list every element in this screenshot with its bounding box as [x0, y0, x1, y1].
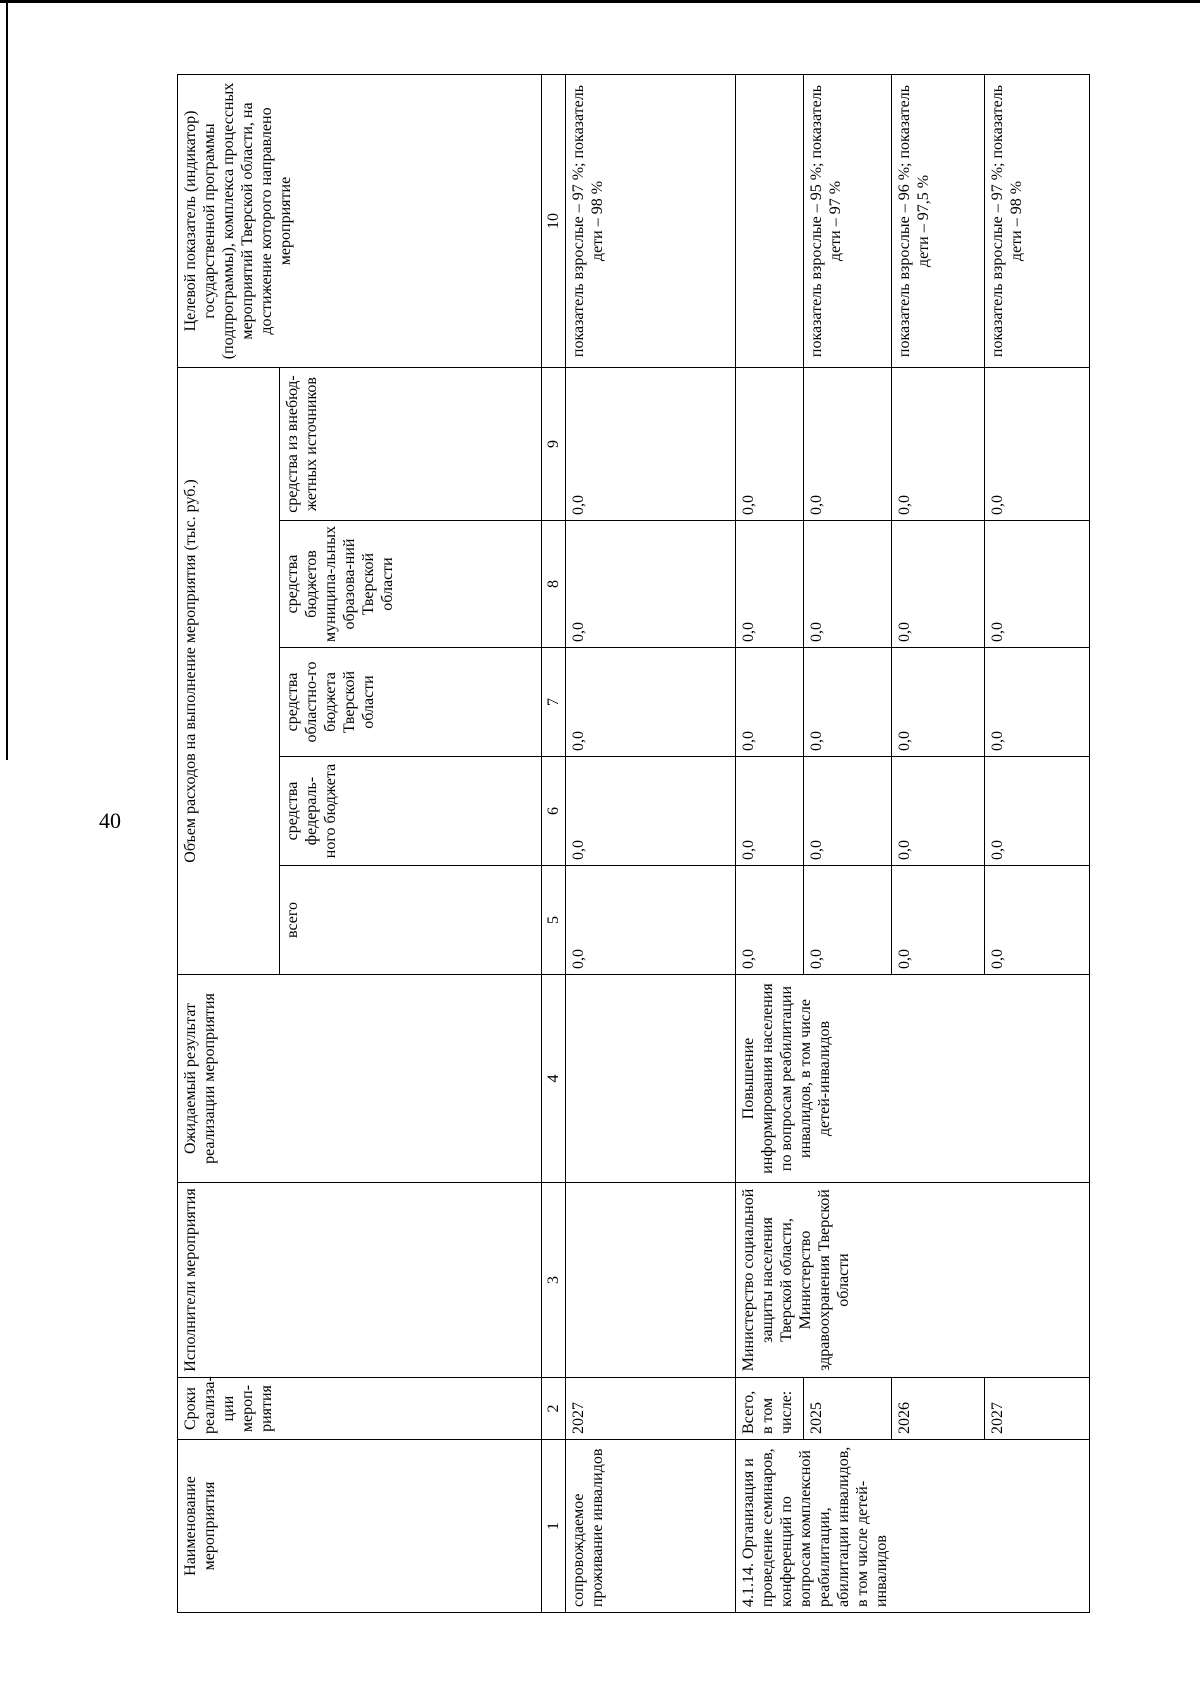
measure-2027-municipal: 0,0: [985, 521, 1090, 648]
measure-total-extrabudget: 0,0: [736, 368, 804, 521]
measure-total-municipal: 0,0: [736, 521, 804, 648]
measure-total-regional: 0,0: [736, 648, 804, 757]
rotated-table-wrapper: [177, 75, 1091, 1613]
measure-2027-federal: 0,0: [985, 757, 1090, 866]
column-number: 2: [542, 1378, 566, 1440]
measure-2025-total: 0,0: [804, 866, 892, 975]
measure-2026-federal: 0,0: [892, 757, 985, 866]
column-number: 9: [542, 368, 566, 521]
header-municipal: средства бюджетов муниципа-льных образова-ний Тверской области: [280, 521, 542, 648]
top-scan-edge: [0, 0, 1200, 3]
measure-2026-target: показатель взрослые – 96 %; показатель дети – 97,5 %: [892, 75, 985, 368]
measure-period-2027: 2027: [985, 1378, 1090, 1440]
carry-target: показатель взрослые – 97 %; показатель дети – 98 %: [566, 75, 736, 368]
carry-total: 0,0: [566, 866, 736, 975]
measures-table: [177, 74, 1090, 1613]
carry-year: 2027: [566, 1378, 736, 1440]
header-expected-result: Ожидаемый результат реализации мероприятия: [178, 975, 542, 1183]
header-target: Целевой показатель (индикатор) государственной программы (подпрограммы), комплекса процессных мероприятий Тверской области, на достижение которого направлено мероприятие: [178, 75, 542, 368]
carry-name: сопровождаемое проживание инвалидов: [566, 1440, 736, 1613]
column-number: 5: [542, 866, 566, 975]
carry-executors: [566, 1183, 736, 1378]
measure-row-2026: [892, 75, 985, 1613]
header-expenses-group: Объем расходов на выполнение мероприятия (тыс. руб.): [178, 368, 280, 975]
column-numbers-row: [542, 75, 566, 1613]
column-number: 8: [542, 521, 566, 648]
column-number: 3: [542, 1183, 566, 1378]
measure-2027-target: показатель взрослые – 97 %; показатель дети – 98 %: [985, 75, 1090, 368]
measure-executors: Министерство социальной защиты населения Тверской области, Министерство здравоохранения Тверской области: [736, 1183, 1090, 1378]
measure-2025-extrabudget: 0,0: [804, 368, 892, 521]
carry-extrabudget: 0,0: [566, 368, 736, 521]
measure-period-2025: 2025: [804, 1378, 892, 1440]
measure-row-2027: [985, 75, 1090, 1613]
column-number: 7: [542, 648, 566, 757]
carry-row: [566, 75, 736, 1613]
measure-2026-total: 0,0: [892, 866, 985, 975]
column-number: 4: [542, 975, 566, 1183]
header-executors: Исполнители мероприятия: [178, 1183, 542, 1378]
carry-regional: 0,0: [566, 648, 736, 757]
page-number: 40: [99, 808, 121, 833]
measure-total-target: [736, 75, 804, 368]
measure-row-total: [736, 75, 804, 1613]
column-number: 1: [542, 1440, 566, 1613]
measure-total-federal: 0,0: [736, 757, 804, 866]
measure-total-total: 0,0: [736, 866, 804, 975]
measure-period-2026: 2026: [892, 1378, 985, 1440]
measure-2025-federal: 0,0: [804, 757, 892, 866]
carry-municipal: 0,0: [566, 521, 736, 648]
carry-federal: 0,0: [566, 757, 736, 866]
left-scan-edge: [6, 0, 8, 760]
measure-2026-municipal: 0,0: [892, 521, 985, 648]
column-number: 6: [542, 757, 566, 866]
measure-2027-extrabudget: 0,0: [985, 368, 1090, 521]
header-row-1: [178, 75, 280, 1613]
measure-2026-extrabudget: 0,0: [892, 368, 985, 521]
measure-name: 4.1.14. Организация и проведение семинаров, конференций по вопросам комплексной реабилитации, абилитации инвалидов, в том числе детей-инвалидов: [736, 1440, 1090, 1613]
measure-2025-regional: 0,0: [804, 648, 892, 757]
measure-2027-total: 0,0: [985, 866, 1090, 975]
header-period: Сроки реализа-ции мероп-риятия: [178, 1378, 542, 1440]
measure-row-2025: [804, 75, 892, 1613]
measure-2025-target: показатель взрослые – 95 %; показатель дети – 97 %: [804, 75, 892, 368]
carry-expected-result: [566, 975, 736, 1183]
measure-2025-municipal: 0,0: [804, 521, 892, 648]
measure-2027-regional: 0,0: [985, 648, 1090, 757]
column-number: 10: [542, 75, 566, 368]
measure-period-total: Всего, в том числе:: [736, 1378, 804, 1440]
header-regional: средства областно-го бюджета Тверской области: [280, 648, 542, 757]
header-total: всего: [280, 866, 542, 975]
measure-expected-result: Повышение информирования населения по вопросам реабилитации инвалидов, в том числе детей-инвалидов: [736, 975, 1090, 1183]
header-extrabudget: средства из внебюд-жетных источников: [280, 368, 542, 521]
header-federal: средства федераль-ного бюджета: [280, 757, 542, 866]
header-name: Наименование мероприятия: [178, 1440, 542, 1613]
measure-2026-regional: 0,0: [892, 648, 985, 757]
